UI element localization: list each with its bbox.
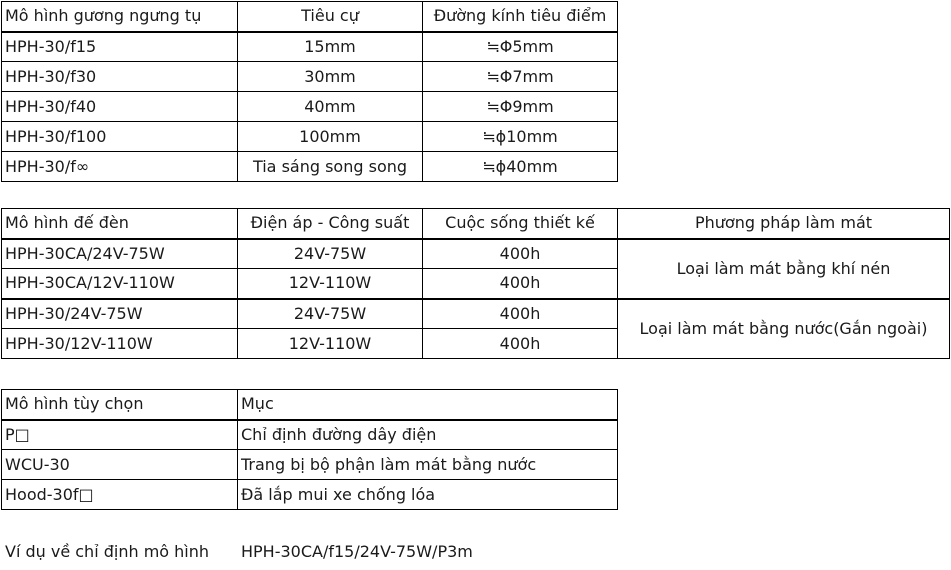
focal-diameter-cell: ≒ϕ10mm (423, 122, 618, 152)
header-option-model: Mô hình tùy chọn (2, 390, 238, 420)
mirror-model-cell: HPH-30/f40 (2, 92, 238, 122)
model-example-value: HPH-30CA/f15/24V-75W/P3m (241, 542, 473, 561)
design-life-cell: 400h (423, 329, 618, 359)
design-life-cell: 400h (423, 299, 618, 329)
lamp-model-cell: HPH-30/12V-110W (2, 329, 238, 359)
design-life-cell: 400h (423, 269, 618, 299)
option-model-cell: WCU-30 (2, 450, 238, 480)
table-row (2, 299, 950, 329)
table-row (2, 32, 618, 62)
option-item-cell: Trang bị bộ phận làm mát bằng nước (238, 450, 618, 480)
voltage-power-cell: 24V-75W (238, 239, 423, 269)
table-header-row (2, 209, 950, 239)
header-design-life: Cuộc sống thiết kế (423, 209, 618, 239)
table-row (2, 122, 618, 152)
lamp-model-cell: HPH-30CA/12V-110W (2, 269, 238, 299)
focal-length-cell: 100mm (238, 122, 423, 152)
option-item-cell: Chỉ định đường dây điện (238, 420, 618, 450)
cooling-method-cell: Loại làm mát bằng nước(Gắn ngoài) (618, 299, 950, 359)
focal-length-cell: 30mm (238, 62, 423, 92)
header-cooling-method: Phương pháp làm mát (618, 209, 950, 239)
focal-length-cell: 15mm (238, 32, 423, 62)
option-model-cell: P□ (2, 420, 238, 450)
cooling-method-cell: Loại làm mát bằng khí nén (618, 239, 950, 299)
table-row (2, 239, 950, 269)
table-row (2, 480, 618, 510)
table-header-row (2, 2, 618, 32)
option-table (1, 389, 618, 510)
table-row (2, 420, 618, 450)
header-mirror-model: Mô hình gương ngưng tụ (2, 2, 238, 32)
focal-diameter-cell: ≒Φ5mm (423, 32, 618, 62)
focal-diameter-cell: ≒Φ9mm (423, 92, 618, 122)
header-item: Mục (238, 390, 618, 420)
table-header-row (2, 390, 618, 420)
table-row (2, 62, 618, 92)
model-example-label: Ví dụ về chỉ định mô hình (5, 542, 210, 561)
header-lamp-model: Mô hình đế đèn (2, 209, 238, 239)
lamp-model-cell: HPH-30/24V-75W (2, 299, 238, 329)
lamp-base-table (1, 208, 950, 359)
focal-length-cell: 40mm (238, 92, 423, 122)
option-item-cell: Đã lắp mui xe chống lóa (238, 480, 618, 510)
table-row (2, 92, 618, 122)
design-life-cell: 400h (423, 239, 618, 269)
focal-diameter-cell: ≒ϕ40mm (423, 152, 618, 182)
voltage-power-cell: 24V-75W (238, 299, 423, 329)
focal-diameter-cell: ≒Φ7mm (423, 62, 618, 92)
header-voltage-power: Điện áp - Công suất (238, 209, 423, 239)
header-focal-diameter: Đường kính tiêu điểm (423, 2, 618, 32)
header-focal-length: Tiêu cự (238, 2, 423, 32)
mirror-model-cell: HPH-30/f100 (2, 122, 238, 152)
mirror-model-cell: HPH-30/f30 (2, 62, 238, 92)
voltage-power-cell: 12V-110W (238, 329, 423, 359)
option-model-cell: Hood-30f□ (2, 480, 238, 510)
table-row (2, 450, 618, 480)
table-row (2, 152, 618, 182)
voltage-power-cell: 12V-110W (238, 269, 423, 299)
mirror-model-table (1, 1, 618, 182)
mirror-model-cell: HPH-30/f∞ (2, 152, 238, 182)
focal-length-cell: Tia sáng song song (238, 152, 423, 182)
lamp-model-cell: HPH-30CA/24V-75W (2, 239, 238, 269)
mirror-model-cell: HPH-30/f15 (2, 32, 238, 62)
